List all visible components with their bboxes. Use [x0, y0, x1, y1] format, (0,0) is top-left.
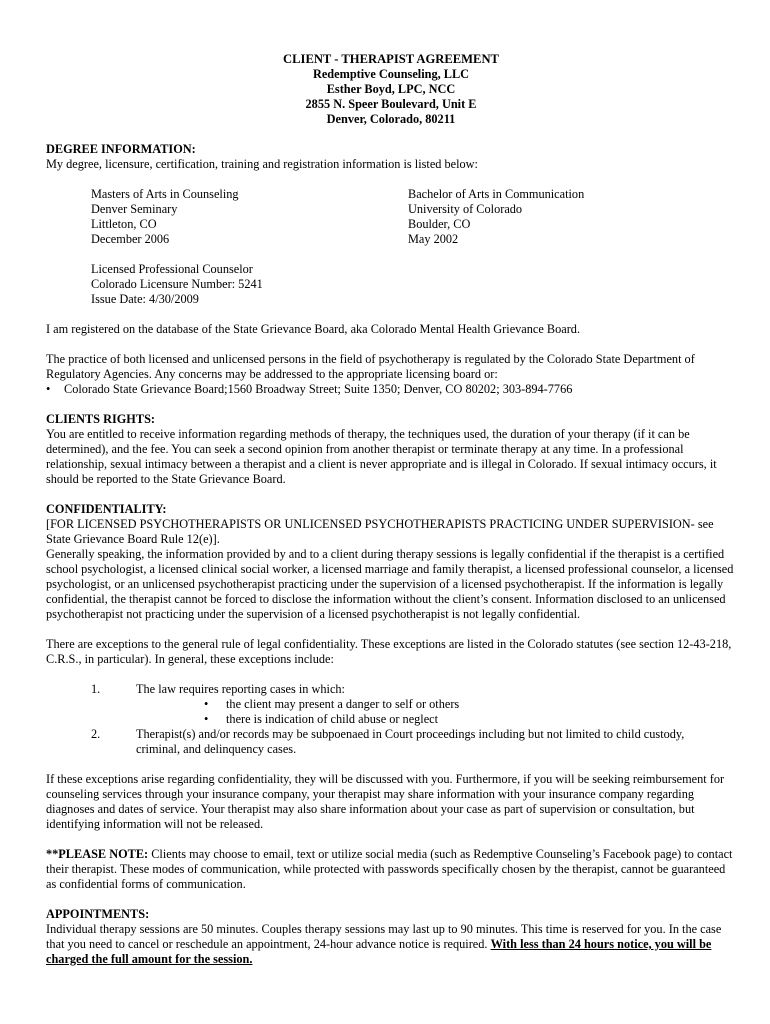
confidentiality-text: Generally speaking, the information provided by and to a client during therapy sessions is legally confidential if the therapist is a certified school psychologist, a licensed clinical social worker, a licensed marriage and family therapist, a licensed professional counselor, a licensed psychologist, or an unlicensed psychotherapist practicing under the supervision of a licensed psychotherapist. If the information is legally confidential, the therapist cannot be forced to disclose the information without the client’s consent. Information disclosed to an unlicensed psychotherapist not practicing under the supervision of a licensed psychotherapist is not legally confidential.: [46, 547, 734, 621]
list-number: 2.: [91, 727, 101, 741]
bachelors-degree: [408, 187, 584, 247]
please-note-label: **PLEASE NOTE:: [46, 847, 149, 861]
grievance-board-contact: Colorado State Grievance Board;1560 Broadway Street; Suite 1350; Denver, CO 80202; 303-894-7766: [64, 382, 573, 396]
degree-line: December 2006: [91, 232, 170, 246]
license-line: Issue Date: 4/30/2009: [91, 292, 199, 306]
please-note: [46, 847, 736, 892]
list-text-continued: criminal, and delinquency cases.: [136, 742, 297, 756]
please-note-text: Clients may choose to email, text or utilize social media (such as Redemptive Counseling’s Facebook page) to contact their therapist. These modes of communication, while protected with passwords specifically chosen by the therapist, cannot be guaranteed as confidential forms of communication.: [46, 847, 733, 891]
appointments-heading: APPOINTMENTS:: [46, 907, 150, 921]
cancellation-warning: With less than 24 hours notice, you will be charged the full amount for the session.: [46, 937, 712, 966]
list-item: [91, 727, 736, 742]
list-number: 1.: [91, 682, 101, 696]
regulation-text: The practice of both licensed and unlicensed persons in the field of psychotherapy is regulated by the Colorado State Department of Regulatory Agencies. Any concerns may be addressed to the appropriate licensing board or:: [46, 352, 695, 381]
degree-line: Boulder, CO: [408, 217, 471, 231]
list-text: The law requires reporting cases in which:: [136, 682, 345, 696]
degree-line: Littleton, CO: [91, 217, 157, 231]
sub-list-text: the client may present a danger to self or others: [226, 697, 460, 711]
degree-line: Denver Seminary: [91, 202, 178, 216]
exceptions-list: [46, 682, 736, 757]
sub-list-item: [204, 712, 736, 727]
grievance-board-line: [46, 382, 736, 397]
bullet-icon: •: [46, 382, 51, 396]
rights-text: You are entitled to receive information regarding methods of therapy, the techniques used, the duration of your therapy (if it can be determined), and the fee. You can seek a second opinion from another therapist or terminate therapy at any time. In a professional relationship, sexual intimacy between a therapist and a client is never appropriate and is illegal in Colorado. If sexual intimacy occurs, it should be reported to the State Grievance Board.: [46, 427, 717, 486]
confidentiality-rule: [FOR LICENSED PSYCHOTHERAPISTS OR UNLICENSED PSYCHOTHERAPISTS PRACTICING UNDER SUPERVISION- see State Grievance Board Rule 12(e)].: [46, 517, 714, 546]
license-line: Licensed Professional Counselor: [91, 262, 253, 276]
degree-intro: My degree, licensure, certification, training and registration information is listed below:: [46, 157, 478, 171]
degree-list: [91, 187, 736, 247]
license-info: [91, 262, 736, 307]
degree-line: Masters of Arts in Counseling: [91, 187, 239, 201]
document-header: [46, 52, 736, 127]
practice-name: Redemptive Counseling, LLC: [312, 67, 470, 81]
document-title: CLIENT - THERAPIST AGREEMENT: [283, 52, 499, 66]
exceptions-discussion: If these exceptions arise regarding confidentiality, they will be discussed with you. Furthermore, if you will be seeking reimbursement for counseling services through your insurance company, your therapist may share information with your insurance company regarding diagnoses and dates of service. Your therapist may also share information about your case as part of supervision or consultation, but identifying information will not be released.: [46, 772, 725, 831]
rights-heading: CLIENTS RIGHTS:: [46, 412, 155, 426]
confidentiality-heading: CONFIDENTIALITY:: [46, 502, 167, 516]
practice-city: Denver, Colorado, 80211: [326, 112, 456, 126]
appointments-body: Individual therapy sessions are 50 minutes. Couples therapy sessions may last up to 90 minutes. This time is reserved for you. In the case that you need to cancel or reschedule an appointment, 24-hour advance notice is required.: [46, 922, 722, 951]
bullet-icon: •: [204, 712, 209, 726]
degree-heading: DEGREE INFORMATION:: [46, 142, 196, 156]
document-page: [46, 52, 736, 967]
masters-degree: [91, 187, 239, 247]
exceptions-intro: There are exceptions to the general rule of legal confidentiality. These exceptions are listed in the Colorado statutes (see section 12-43-218, C.R.S., in particular). In general, these exceptions include:: [46, 637, 732, 666]
registration-text: I am registered on the database of the State Grievance Board, aka Colorado Mental Health Grievance Board.: [46, 322, 581, 336]
degree-line: May 2002: [408, 232, 459, 246]
sub-list-text: there is indication of child abuse or neglect: [226, 712, 439, 726]
license-line: Colorado Licensure Number: 5241: [91, 277, 263, 291]
bullet-icon: •: [204, 697, 209, 711]
degree-line: University of Colorado: [408, 202, 523, 216]
list-text: Therapist(s) and/or records may be subpoenaed in Court proceedings including but not limited to child custody,: [136, 727, 685, 741]
therapist-name: Esther Boyd, LPC, NCC: [326, 82, 456, 96]
practice-address: 2855 N. Speer Boulevard, Unit E: [305, 97, 477, 111]
sub-list-item: [204, 697, 736, 712]
list-item: [91, 682, 736, 697]
appointments-text: [46, 922, 736, 967]
degree-line: Bachelor of Arts in Communication: [408, 187, 585, 201]
